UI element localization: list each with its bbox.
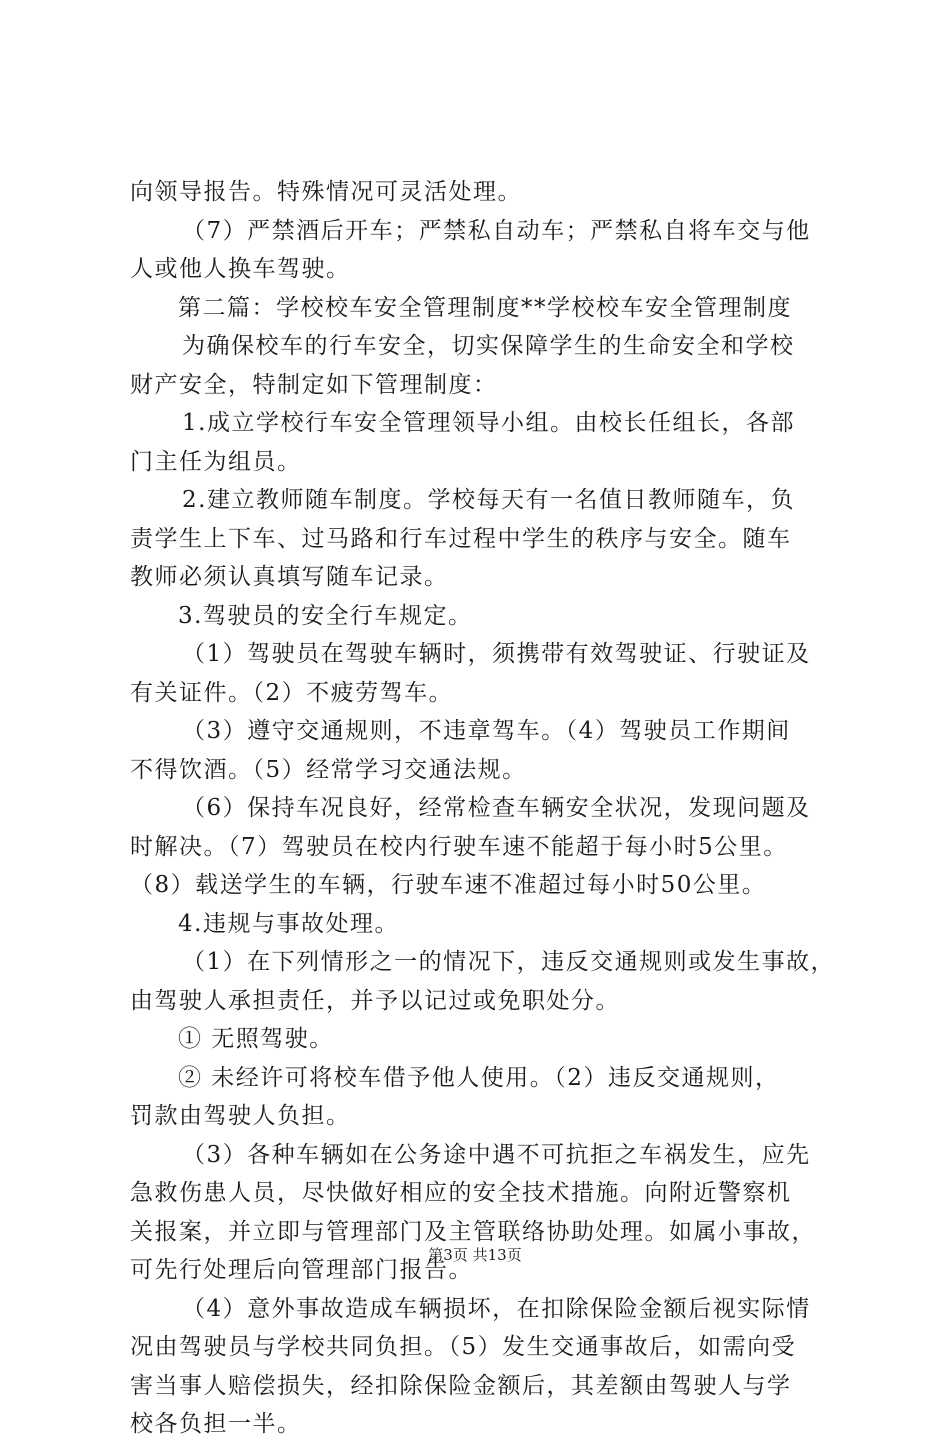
text-line: 财产安全，特制定如下管理制度： xyxy=(130,371,498,398)
text-line: 有关证件。（2）不疲劳驾车。 xyxy=(130,679,454,706)
text-line: （3）各种车辆如在公务途中遇不可抗拒之车祸发生，应先 xyxy=(182,1141,811,1168)
text-line: 1.成立学校行车安全管理领导小组。由校长任组长，各部 xyxy=(182,410,795,436)
text-line: 不得饮酒。（5）经常学习交通法规。 xyxy=(130,756,527,783)
text-line: （4）意外事故造成车辆损坏，在扣除保险金额后视实际情 xyxy=(182,1295,811,1322)
text-line: 急救伤患人员，尽快做好相应的安全技术措施。向附近警察机 xyxy=(130,1180,792,1206)
text-line: （1）驾驶员在驾驶车辆时，须携带有效驾驶证、行驶证及 xyxy=(182,641,811,667)
text-line: 第二篇：学校校车安全管理制度**学校校车安全管理制度 xyxy=(178,294,792,321)
page-number-footer: 第3页 共13页 xyxy=(428,1246,522,1264)
text-line: （3）遵守交通规则，不违章驾车。（4）驾驶员工作期间 xyxy=(182,718,791,744)
text-line: 3.驾驶员的安全行车规定。 xyxy=(178,602,473,629)
text-line: 关报案，并立即与管理部门及主管联络协助处理。如属小事故， xyxy=(130,1218,816,1245)
text-line: 可先行处理后向管理部门报告。 xyxy=(130,1257,473,1283)
text-line: 4.违规与事故处理。 xyxy=(178,910,399,937)
text-line: 校各负担一半。 xyxy=(130,1411,302,1437)
text-line: 人或他人换车驾驶。 xyxy=(130,256,351,282)
text-line: 2.建立教师随车制度。学校每天有一名值日教师随车，负 xyxy=(182,487,795,513)
text-line: 害当事人赔偿损失，经扣除保险金额后，其差额由驾驶人与学 xyxy=(130,1372,792,1399)
text-line: 罚款由驾驶人负担。 xyxy=(130,1103,351,1129)
text-line: 教师必须认真填写随车记录。 xyxy=(130,564,449,590)
text-line: （7）严禁酒后开车；严禁私自动车；严禁私自将车交与他 xyxy=(182,217,811,244)
text-line: （1）在下列情形之一的情况下，违反交通规则或发生事故， xyxy=(182,949,836,975)
text-line: （6）保持车况良好，经常检查车辆安全状况，发现问题及 xyxy=(182,795,811,821)
text-line: ② 未经许可将校车借予他人使用。（2）违反交通规则， xyxy=(178,1064,780,1091)
text-line: 向领导报告。特殊情况可灵活处理。 xyxy=(130,179,522,205)
text-line: 为确保校车的行车安全，切实保障学生的生命安全和学校 xyxy=(182,333,795,359)
text-line: 况由驾驶员与学校共同负担。（5）发生交通事故后，如需向受 xyxy=(130,1334,797,1360)
text-line: ① 无照驾驶。 xyxy=(178,1026,334,1052)
text-line: （8）载送学生的车辆，行驶车速不准超过每小时50公里。 xyxy=(130,872,767,898)
text-line: 门主任为组员。 xyxy=(130,448,302,475)
text-line: 时解决。（7）驾驶员在校内行驶车速不能超于每小时5公里。 xyxy=(130,833,788,860)
text-line: 责学生上下车、过马路和行车过程中学生的秩序与安全。随车 xyxy=(130,525,792,552)
text-line: 由驾驶人承担责任，并予以记过或免职处分。 xyxy=(130,987,620,1014)
